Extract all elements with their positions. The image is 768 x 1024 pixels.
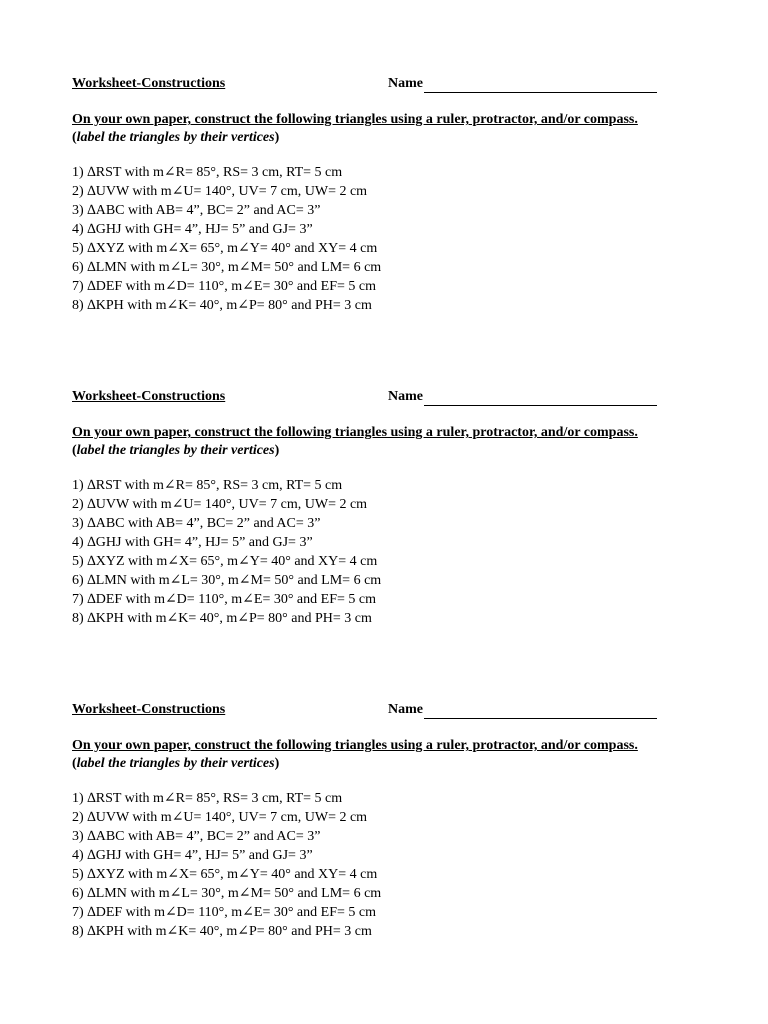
problem-item: 6) ∆LMN with m∠L= 30°, m∠M= 50° and LM= 6 cm: [72, 260, 382, 275]
worksheet-title: Worksheet-Constructions: [72, 76, 226, 91]
note-text: label the triangles by their vertices: [76, 756, 275, 771]
note-close-paren: ): [274, 756, 280, 771]
problem-item: 4) ∆GHJ with GH= 4”, HJ= 5” and GJ= 3”: [72, 848, 313, 863]
problem-item: 7) ∆DEF with m∠D= 110°, m∠E= 30° and EF= 5 cm: [72, 279, 376, 294]
worksheet-copy: [72, 388, 732, 628]
problem-item: 8) ∆KPH with m∠K= 40°, m∠P= 80° and PH= 3 cm: [72, 611, 372, 626]
problem-item: 2) ∆UVW with m∠U= 140°, UV= 7 cm, UW= 2 cm: [72, 810, 368, 825]
worksheet-header: [72, 701, 732, 719]
problem-item: 1) ∆RST with m∠R= 85°, RS= 3 cm, RT= 5 cm: [72, 791, 343, 806]
note-open-paren: (: [72, 756, 77, 771]
name-label: Name: [388, 76, 423, 91]
instructions: [72, 111, 732, 147]
note-text: label the triangles by their vertices: [76, 130, 275, 145]
note-open-paren: (: [72, 130, 77, 145]
instruction-note: [72, 129, 732, 147]
note-close-paren: ): [274, 130, 280, 145]
note-text: label the triangles by their vertices: [76, 443, 275, 458]
problem-list: [72, 476, 732, 628]
problem-item: 4) ∆GHJ with GH= 4”, HJ= 5” and GJ= 3”: [72, 222, 313, 237]
instruction-text: On your own paper, construct the following triangles using a ruler, protractor, and/or compass.: [72, 112, 638, 127]
problem-item: 2) ∆UVW with m∠U= 140°, UV= 7 cm, UW= 2 cm: [72, 497, 368, 512]
problem-item: 2) ∆UVW with m∠U= 140°, UV= 7 cm, UW= 2 cm: [72, 184, 368, 199]
problem-item: 3) ∆ABC with AB= 4”, BC= 2” and AC= 3”: [72, 516, 321, 531]
problem-list: [72, 163, 732, 315]
problem-item: 6) ∆LMN with m∠L= 30°, m∠M= 50° and LM= 6 cm: [72, 573, 382, 588]
instructions: [72, 424, 732, 460]
name-field: [388, 75, 657, 93]
problem-item: 5) ∆XYZ with m∠X= 65°, m∠Y= 40° and XY= 4 cm: [72, 867, 378, 882]
instruction-text: On your own paper, construct the following triangles using a ruler, protractor, and/or compass.: [72, 425, 638, 440]
problem-item: 7) ∆DEF with m∠D= 110°, m∠E= 30° and EF= 5 cm: [72, 905, 376, 920]
problem-item: 3) ∆ABC with AB= 4”, BC= 2” and AC= 3”: [72, 829, 321, 844]
problem-item: 4) ∆GHJ with GH= 4”, HJ= 5” and GJ= 3”: [72, 535, 313, 550]
name-label: Name: [388, 702, 423, 717]
problem-item: 7) ∆DEF with m∠D= 110°, m∠E= 30° and EF= 5 cm: [72, 592, 376, 607]
worksheet-copy: [72, 75, 732, 315]
instruction-text: On your own paper, construct the following triangles using a ruler, protractor, and/or compass.: [72, 738, 638, 753]
problem-list: [72, 789, 732, 941]
problem-item: 3) ∆ABC with AB= 4”, BC= 2” and AC= 3”: [72, 203, 321, 218]
worksheet-header: [72, 388, 732, 406]
problem-item: 5) ∆XYZ with m∠X= 65°, m∠Y= 40° and XY= 4 cm: [72, 554, 378, 569]
name-field: [388, 701, 657, 719]
worksheet-header: [72, 75, 732, 93]
name-blank-line: [424, 391, 657, 406]
instruction-note: [72, 755, 732, 773]
problem-item: 1) ∆RST with m∠R= 85°, RS= 3 cm, RT= 5 cm: [72, 165, 343, 180]
instructions: [72, 737, 732, 773]
problem-item: 8) ∆KPH with m∠K= 40°, m∠P= 80° and PH= 3 cm: [72, 298, 372, 313]
problem-item: 6) ∆LMN with m∠L= 30°, m∠M= 50° and LM= 6 cm: [72, 886, 382, 901]
problem-item: 1) ∆RST with m∠R= 85°, RS= 3 cm, RT= 5 cm: [72, 478, 343, 493]
name-label: Name: [388, 389, 423, 404]
name-blank-line: [424, 78, 657, 93]
note-close-paren: ): [274, 443, 280, 458]
problem-item: 5) ∆XYZ with m∠X= 65°, m∠Y= 40° and XY= 4 cm: [72, 241, 378, 256]
name-blank-line: [424, 704, 657, 719]
instruction-note: [72, 442, 732, 460]
worksheet-title: Worksheet-Constructions: [72, 702, 226, 717]
name-field: [388, 388, 657, 406]
problem-item: 8) ∆KPH with m∠K= 40°, m∠P= 80° and PH= 3 cm: [72, 924, 372, 939]
worksheet-copy: [72, 701, 732, 941]
note-open-paren: (: [72, 443, 77, 458]
worksheet-title: Worksheet-Constructions: [72, 389, 226, 404]
